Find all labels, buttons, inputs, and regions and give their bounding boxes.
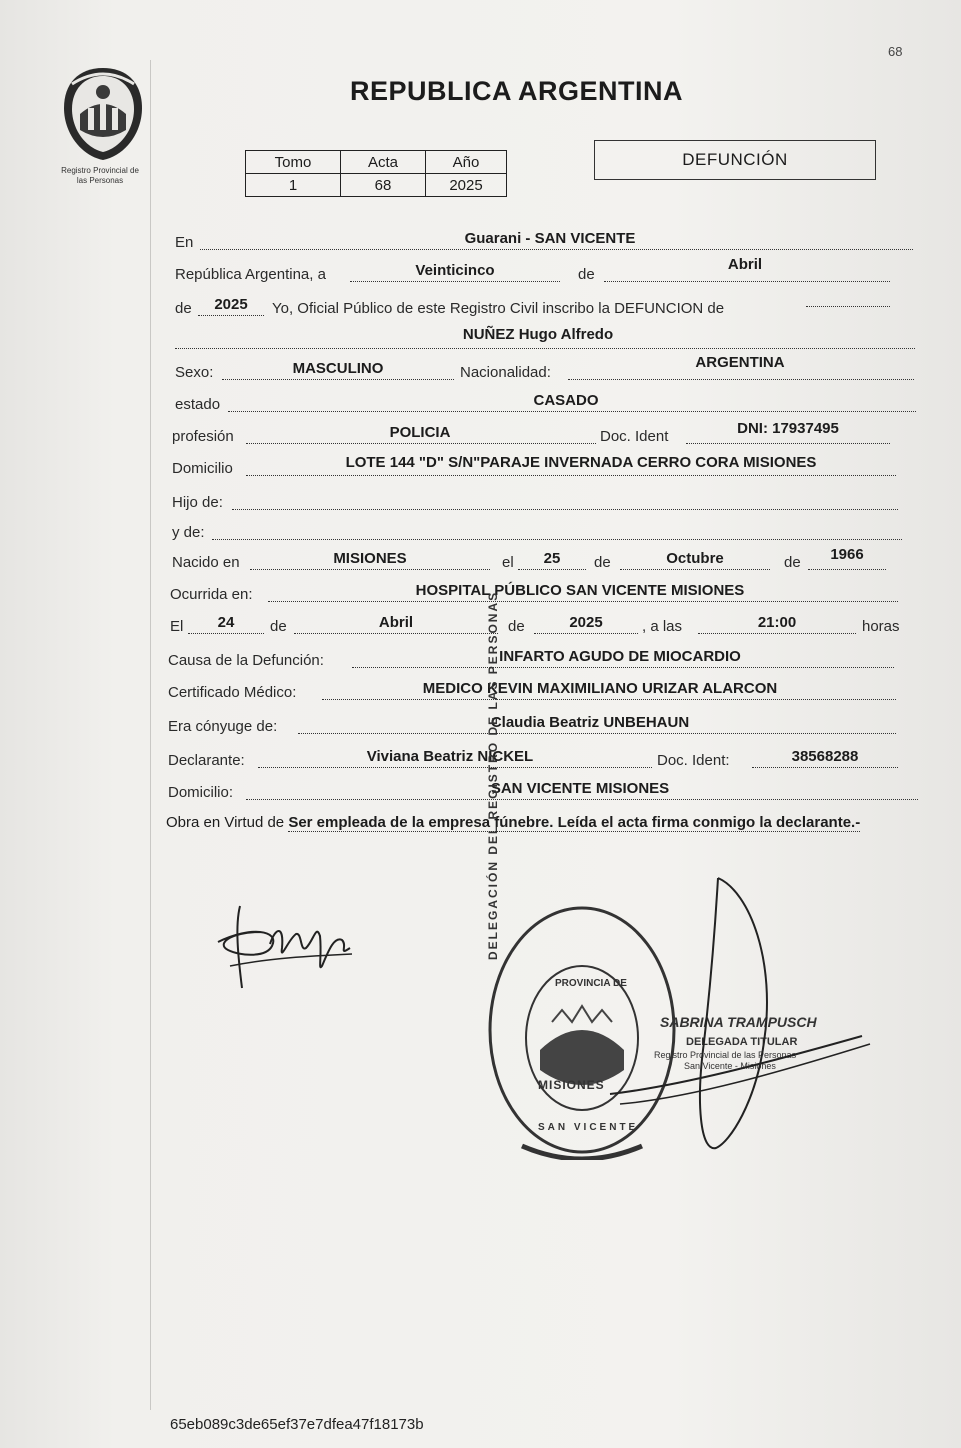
stamp-bottom-text: SAN VICENTE (538, 1122, 639, 1133)
label-de-anio-nac: de (784, 554, 801, 571)
row-causa (0, 648, 961, 672)
value-tomo: 1 (246, 174, 341, 197)
label-profesion: profesión (172, 428, 234, 445)
label-domicilio-2: Domicilio: (168, 784, 234, 801)
value-fallec-dia: 24 (217, 614, 235, 631)
header-anio: Año (426, 151, 507, 174)
value-dia-letras: Veinticinco (415, 262, 495, 279)
official-office-line-2: San Vicente - Misiones (684, 1061, 776, 1071)
value-mes: Abril (727, 256, 763, 273)
dotted-line (198, 315, 264, 316)
row-lugar (0, 230, 961, 254)
dotted-line (294, 633, 498, 634)
row-hijo-de (0, 490, 961, 514)
dotted-line (232, 509, 898, 510)
dotted-line (268, 601, 898, 602)
dotted-line (568, 379, 914, 380)
header-acta: Acta (341, 151, 426, 174)
label-el-cap: El (170, 618, 184, 635)
value-lugar: Guarani - SAN VICENTE (464, 230, 636, 247)
dotted-line (322, 699, 896, 700)
row-nacido (0, 546, 961, 574)
row-domicilio-declarante (0, 780, 961, 804)
value-declarante: Viviana Beatriz NICKEL (366, 748, 534, 765)
row-fallecimiento (0, 614, 961, 638)
stamp-ring-text: DELEGACIÓN DEL REGISTRO DE LAS PERSONAS (486, 590, 500, 960)
record-table-header (246, 151, 507, 174)
dotted-line (350, 281, 560, 282)
page-number: 68 (888, 44, 903, 59)
document-hash: 65eb089c3de65ef37e7dfea47f18173b (170, 1416, 424, 1433)
record-table (245, 150, 507, 197)
page-title: REPUBLICA ARGENTINA (350, 76, 683, 106)
value-nacido-anio: 1966 (830, 546, 864, 563)
label-domicilio: Domicilio (172, 460, 233, 477)
registry-line-2: las Personas (76, 176, 124, 185)
dotted-line (352, 667, 894, 668)
dotted-line (222, 379, 454, 380)
value-fallec-mes: Abril (378, 614, 414, 631)
dotted-line (246, 443, 596, 444)
label-nacionalidad: Nacionalidad: (460, 364, 551, 381)
dotted-line (228, 411, 916, 412)
label-doc-ident: Doc. Ident (600, 428, 669, 445)
label-horas: horas (862, 618, 900, 635)
value-nacionalidad: ARGENTINA (695, 354, 785, 371)
value-sexo: MASCULINO (292, 360, 384, 377)
label-conyuge: Era cónyuge de: (168, 718, 278, 735)
row-fecha-acta (0, 256, 961, 286)
label-y-de: y de: (172, 524, 205, 541)
label-de: de (578, 266, 595, 283)
dotted-line (298, 733, 896, 734)
header-tomo: Tomo (246, 151, 341, 174)
record-table-values (246, 174, 507, 197)
label-de-anio: de (175, 300, 192, 317)
dotted-line (604, 281, 890, 282)
official-name: SABRINA TRAMPUSCH (660, 1014, 817, 1030)
value-domicilio: LOTE 144 "D" S/N"PARAJE INVERNADA CERRO CORA MISIONES (345, 454, 817, 471)
row-ocurrida (0, 582, 961, 606)
stamp-inner-text-1: PROVINCIA DE (555, 978, 627, 989)
label-obra: Obra en Virtud de (166, 814, 285, 831)
label-el: el (502, 554, 514, 571)
dotted-line (250, 569, 490, 570)
value-nacido-mes: Octubre (666, 550, 724, 567)
dotted-line (246, 475, 896, 476)
value-causa: INFARTO AGUDO DE MIOCARDIO (499, 648, 741, 665)
registry-caption (38, 166, 162, 186)
label-ocurrida-en: Ocurrida en: (170, 586, 253, 603)
label-sexo: Sexo: (175, 364, 214, 381)
value-acta: 68 (341, 174, 426, 197)
official-office-line-1: Registro Provincial de las Personas (654, 1050, 797, 1060)
value-ocurrida-en: HOSPITAL PÚBLICO SAN VICENTE MISIONES (415, 582, 745, 599)
value-certificado: MEDICO KEVIN MAXIMILIANO URIZAR ALARCON (422, 680, 778, 697)
dotted-line (620, 569, 770, 570)
dotted-line (518, 569, 586, 570)
dotted-line (752, 767, 898, 768)
stamp-inner-text-2: MISIONES (538, 1078, 605, 1092)
value-nacido-en: MISIONES (333, 550, 407, 567)
official-title: DELEGADA TITULAR (686, 1036, 798, 1048)
value-profesion: POLICIA (389, 424, 451, 441)
row-y-de (0, 520, 961, 544)
label-de-fallec-anio: de (508, 618, 525, 635)
dotted-line (686, 443, 890, 444)
declarant-signature (210, 896, 360, 996)
dotted-line (200, 249, 913, 250)
record-type-box: DEFUNCIÓN (594, 140, 876, 180)
registry-line-1: Registro Provincial de (61, 166, 139, 175)
label-nacido-en: Nacido en (172, 554, 240, 571)
dotted-line (246, 799, 918, 800)
label-certificado: Certificado Médico: (168, 684, 297, 701)
row-sexo (0, 354, 961, 384)
value-nacido-dia: 25 (543, 550, 561, 567)
label-declarante: Declarante: (168, 752, 245, 769)
dotted-line (534, 633, 638, 634)
dotted-line (212, 539, 902, 540)
value-declarante-domicilio: SAN VICENTE MISIONES (490, 780, 670, 797)
label-de-mes: de (594, 554, 611, 571)
label-hijo-de: Hijo de: (172, 494, 223, 511)
dotted-line (806, 306, 890, 307)
row-declarante (0, 748, 961, 772)
dotted-line (258, 767, 652, 768)
dotted-line (175, 348, 915, 349)
label-de-fallec: de (270, 618, 287, 635)
label-estado: estado (175, 396, 221, 413)
value-estado: CASADO (533, 392, 599, 409)
value-fallec-anio: 2025 (569, 614, 603, 631)
dotted-line (698, 633, 856, 634)
row-estado (0, 392, 961, 416)
official-signature (600, 872, 880, 1162)
provincial-emblem (58, 64, 148, 164)
row-profesion (0, 420, 961, 448)
dotted-line (188, 633, 264, 634)
label-republica: República Argentina, a (175, 266, 326, 283)
value-fallec-hora: 21:00 (757, 614, 797, 631)
row-conyuge (0, 714, 961, 738)
label-a-las: , a las (642, 618, 683, 635)
label-doc-ident-2: Doc. Ident: (657, 752, 730, 769)
row-anio-oficial (0, 296, 961, 320)
obra-paragraph (166, 812, 920, 834)
label-causa: Causa de la Defunción: (168, 652, 324, 669)
value-nombre: NUÑEZ Hugo Alfredo (462, 326, 614, 343)
value-obra: Ser empleada de la empresa fúnebre. Leída el acta firma conmigo la declarante.- (288, 814, 861, 831)
value-documento: DNI: 17937495 (737, 420, 839, 437)
value-anio: 2025 (214, 296, 248, 313)
row-nombre (0, 326, 961, 350)
label-yo-oficial: Yo, Oficial Público de este Registro Civil inscribo la DEFUNCION de (272, 300, 725, 317)
value-declarante-doc: 38568288 (791, 748, 859, 765)
value-anio: 2025 (426, 174, 507, 197)
row-domicilio (0, 456, 961, 480)
dotted-line (808, 569, 886, 570)
label-en: En (175, 234, 194, 251)
value-conyuge: Claudia Beatriz UNBEHAUN (490, 714, 690, 731)
row-certificado (0, 680, 961, 704)
